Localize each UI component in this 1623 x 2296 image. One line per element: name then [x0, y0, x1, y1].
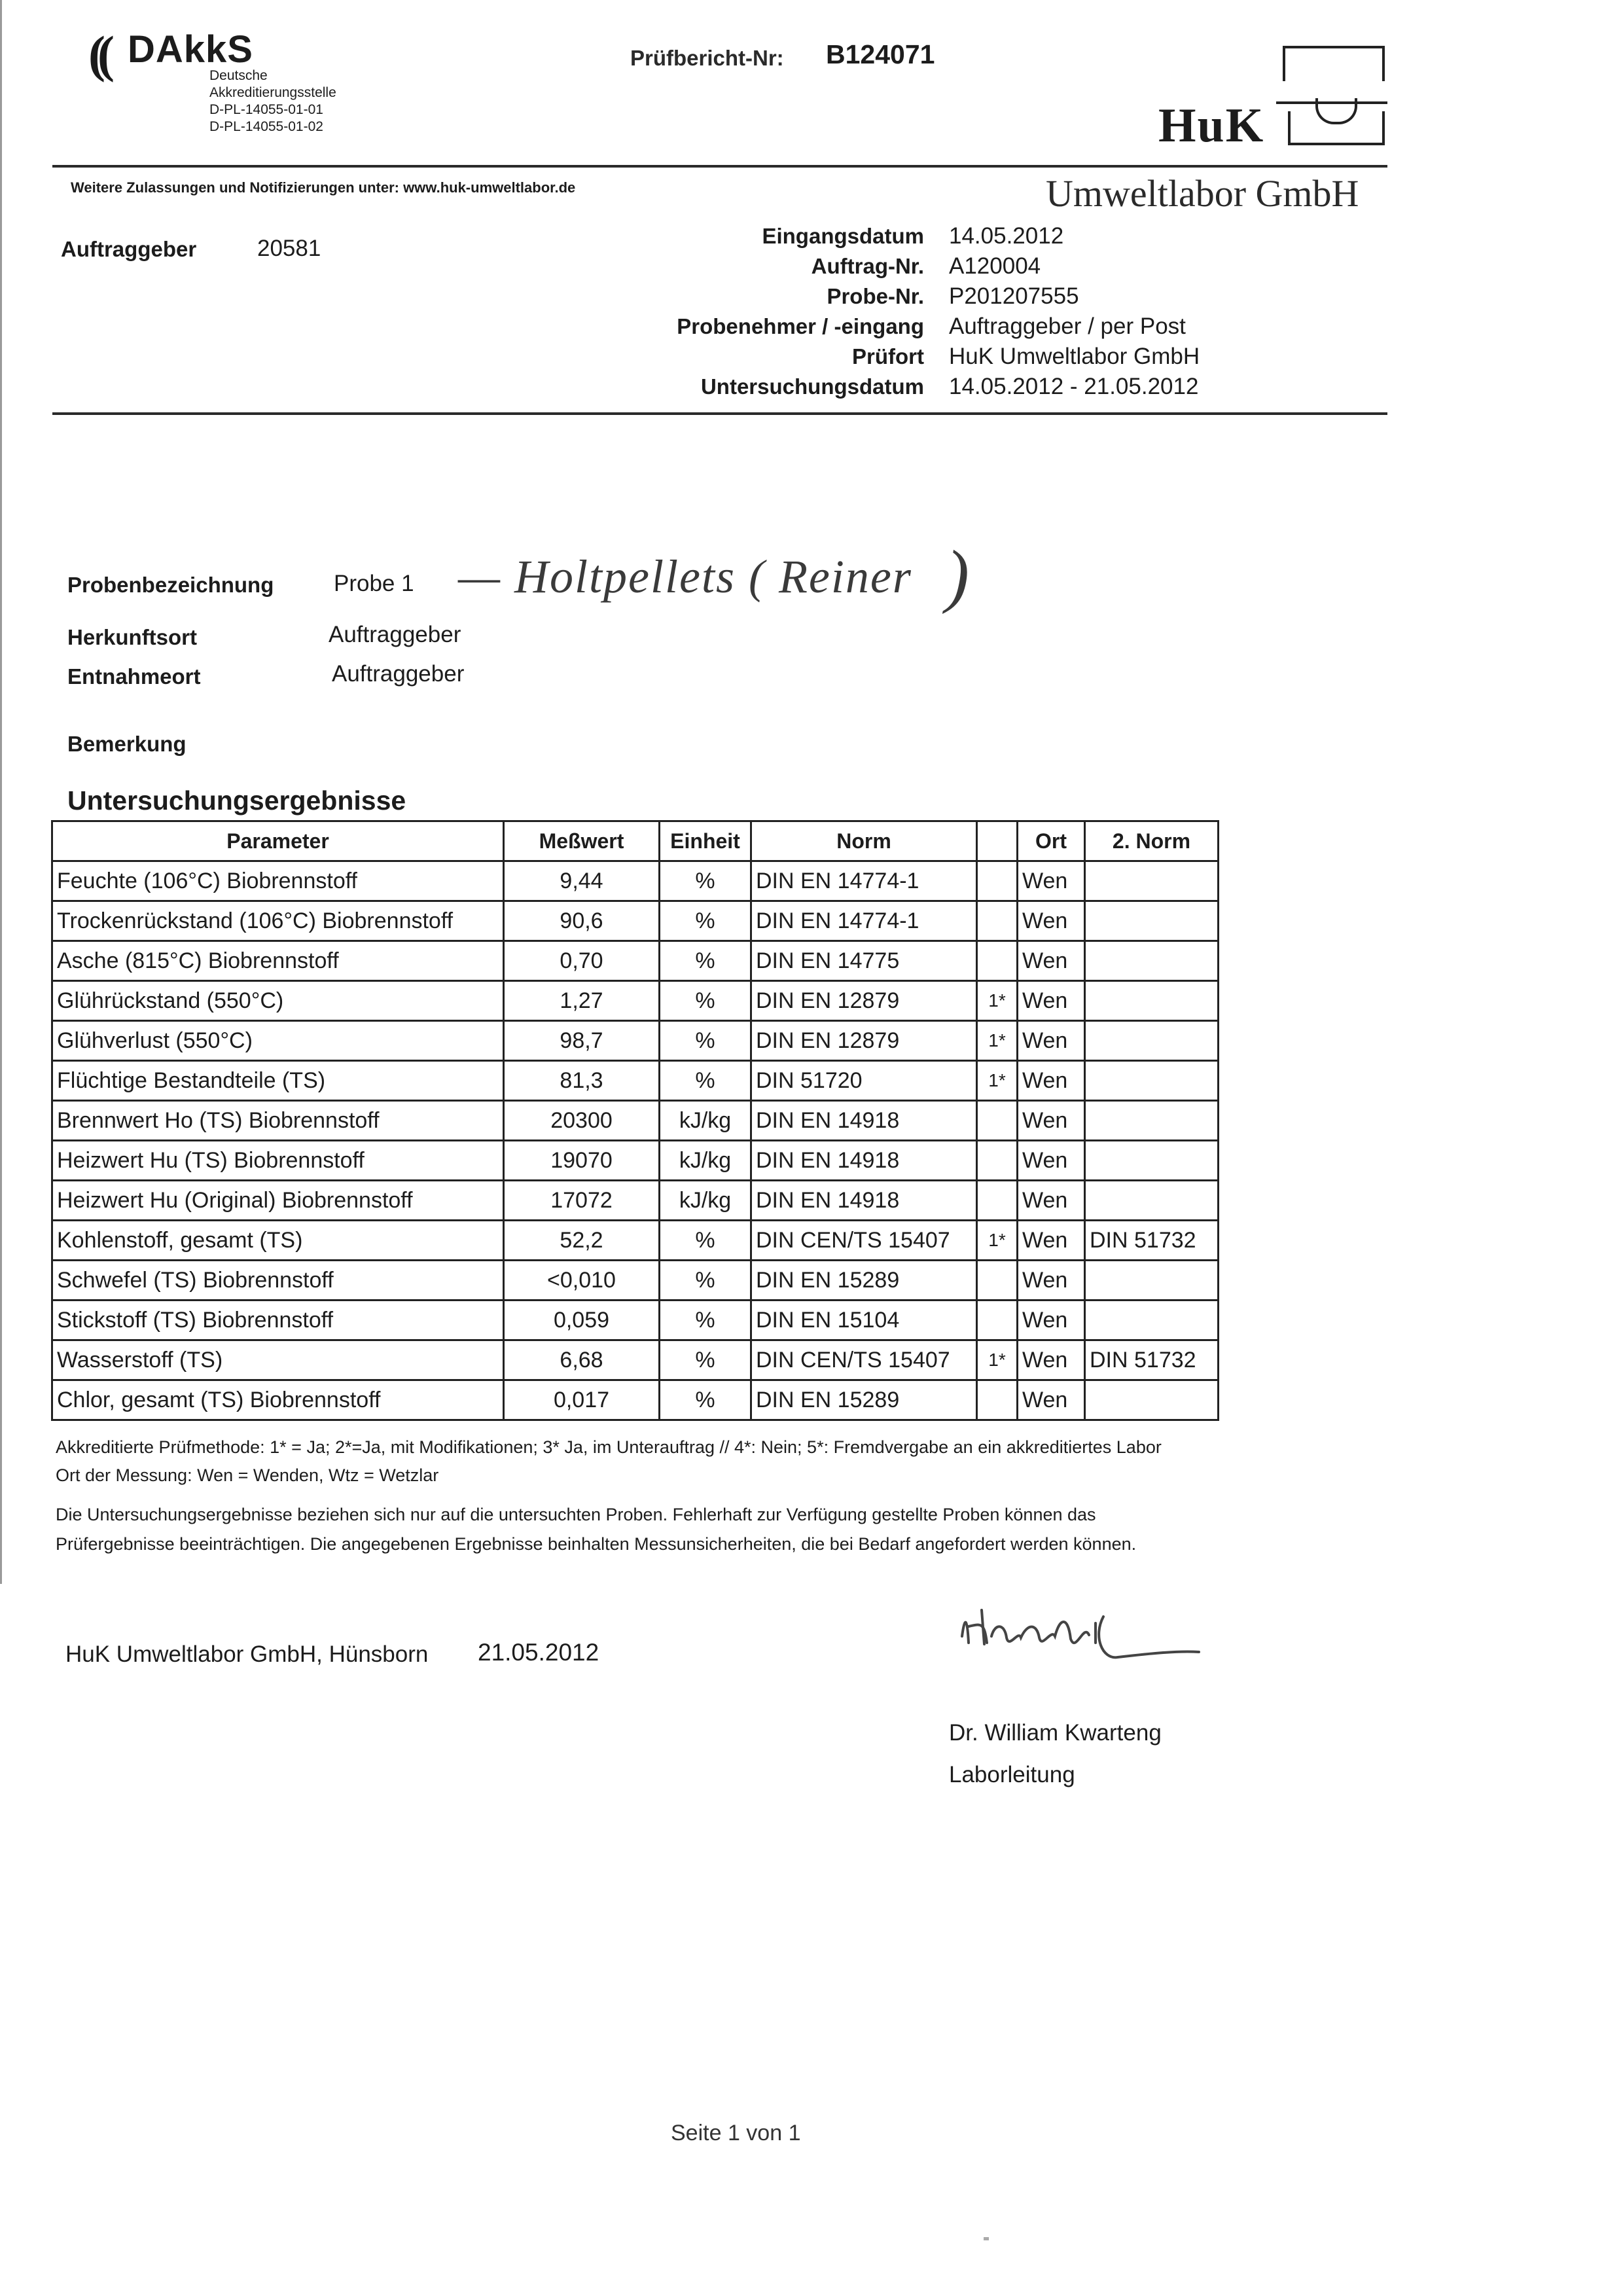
origin-value: Auftraggeber [329, 622, 461, 647]
results-table-body [52, 861, 1219, 1420]
meta-label-sample-no: Probe-Nr. [827, 284, 924, 308]
table-row [52, 1141, 1219, 1181]
cell-location: Wen [1018, 981, 1085, 1021]
meta-value-sampler: Auftraggeber / per Post [949, 314, 1186, 339]
cell-value: 0,059 [504, 1300, 660, 1340]
cell-location: Wen [1018, 861, 1085, 901]
column-header-norm: Norm [751, 821, 977, 861]
cell-parameter: Heizwert Hu (TS) Biobrennstoff [52, 1141, 504, 1181]
cell-norm: DIN EN 12879 [751, 1021, 977, 1061]
cell-norm: DIN EN 15289 [751, 1261, 977, 1300]
cell-accreditation-mark: 1* [977, 1221, 1018, 1261]
cell-parameter: Stickstoff (TS) Biobrennstoff [52, 1300, 504, 1340]
cell-location: Wen [1018, 1181, 1085, 1221]
cell-second-norm [1085, 941, 1219, 981]
cell-value: 19070 [504, 1141, 660, 1181]
accreditation-line: D-PL-14055-01-02 [209, 119, 323, 134]
footer-place: HuK Umweltlabor GmbH, Hünsborn [65, 1641, 429, 1667]
results-title: Untersuchungsergebnisse [67, 785, 406, 816]
cell-location: Wen [1018, 901, 1085, 941]
signer-name: Dr. William Kwarteng [949, 1720, 1162, 1746]
report-number: B124071 [826, 39, 935, 69]
cell-value: 0,70 [504, 941, 660, 981]
handwritten-signature [955, 1597, 1204, 1676]
sample-designation-value: Probe 1 [334, 571, 414, 596]
cell-accreditation-mark [977, 901, 1018, 941]
page-number: Seite 1 von 1 [671, 2121, 801, 2145]
cell-value: 98,7 [504, 1021, 660, 1061]
cell-parameter: Kohlenstoff, gesamt (TS) [52, 1221, 504, 1261]
cell-parameter: Brennwert Ho (TS) Biobrennstoff [52, 1101, 504, 1141]
cell-value: 9,44 [504, 861, 660, 901]
cell-parameter: Schwefel (TS) Biobrennstoff [52, 1261, 504, 1300]
cell-location: Wen [1018, 1261, 1085, 1300]
cell-accreditation-mark [977, 1181, 1018, 1221]
accreditation-line: Deutsche [209, 68, 268, 83]
cell-location: Wen [1018, 1221, 1085, 1261]
cell-value: 90,6 [504, 901, 660, 941]
cell-unit: % [660, 1300, 751, 1340]
handwritten-note: — Holtpellets ( Reiner [458, 550, 912, 603]
remark-label: Bemerkung [67, 732, 187, 756]
meta-value-test-site: HuK Umweltlabor GmbH [949, 344, 1200, 369]
cell-value: <0,010 [504, 1261, 660, 1300]
cell-parameter: Trockenrückstand (106°C) Biobrennstoff [52, 901, 504, 941]
cell-value: 52,2 [504, 1221, 660, 1261]
table-row [52, 901, 1219, 941]
cell-norm: DIN EN 12879 [751, 981, 977, 1021]
column-header-second-norm: 2. Norm [1085, 821, 1219, 861]
table-row [52, 1300, 1219, 1340]
cell-location: Wen [1018, 1300, 1085, 1340]
disclaimer-line: Prüfergebnisse beeinträchtigen. Die angegebenen Ergebnisse beinhalten Messunsicherheiten, die bei Bedarf angefordert werden können. [56, 1534, 1137, 1554]
signer-role: Laborleitung [949, 1762, 1075, 1787]
cell-location: Wen [1018, 1141, 1085, 1181]
table-row [52, 1061, 1219, 1101]
cell-location: Wen [1018, 1061, 1085, 1101]
cell-second-norm [1085, 981, 1219, 1021]
meta-label-receipt-date: Eingangsdatum [762, 224, 924, 248]
column-header-accreditation [977, 821, 1018, 861]
results-table [51, 820, 1219, 1421]
cell-location: Wen [1018, 1021, 1085, 1061]
dakks-logo-mark: (( [88, 26, 107, 82]
cell-parameter: Heizwert Hu (Original) Biobrennstoff [52, 1181, 504, 1221]
cell-accreditation-mark [977, 1141, 1018, 1181]
cell-second-norm [1085, 1300, 1219, 1340]
cell-parameter: Feuchte (106°C) Biobrennstoff [52, 861, 504, 901]
table-row [52, 941, 1219, 981]
accreditation-line: Akkreditierungsstelle [209, 85, 336, 100]
cell-second-norm [1085, 861, 1219, 901]
cell-unit: % [660, 901, 751, 941]
cell-accreditation-mark: 1* [977, 1021, 1018, 1061]
cell-unit: % [660, 1221, 751, 1261]
cell-parameter: Flüchtige Bestandteile (TS) [52, 1061, 504, 1101]
cell-second-norm [1085, 1061, 1219, 1101]
meta-label-test-date: Untersuchungsdatum [700, 374, 924, 399]
meta-value-receipt-date: 14.05.2012 [949, 223, 1064, 249]
cell-norm: DIN EN 14774-1 [751, 901, 977, 941]
handwritten-bracket: ) [946, 537, 969, 615]
cell-unit: % [660, 1380, 751, 1420]
cell-second-norm [1085, 1021, 1219, 1061]
meta-value-order-no: A120004 [949, 253, 1041, 279]
cell-second-norm: DIN 51732 [1085, 1221, 1219, 1261]
cell-unit: % [660, 981, 751, 1021]
cell-second-norm [1085, 1380, 1219, 1420]
cell-parameter: Chlor, gesamt (TS) Biobrennstoff [52, 1380, 504, 1420]
meta-value-sample-no: P201207555 [949, 283, 1079, 309]
scan-edge-shadow [0, 0, 2, 1584]
cell-unit: % [660, 1261, 751, 1300]
dakks-logo-text: DAkkS [128, 28, 253, 71]
cell-accreditation-mark [977, 941, 1018, 981]
meta-label-test-site: Prüfort [852, 344, 924, 368]
table-row [52, 1181, 1219, 1221]
cell-second-norm [1085, 901, 1219, 941]
cell-accreditation-mark [977, 1300, 1018, 1340]
cell-location: Wen [1018, 1101, 1085, 1141]
cell-accreditation-mark [977, 1261, 1018, 1300]
table-row [52, 1340, 1219, 1380]
further-approvals-text: Weitere Zulassungen und Notifizierungen unter: www.huk-umweltlabor.de [71, 179, 576, 196]
cell-unit: % [660, 1021, 751, 1061]
cell-parameter: Wasserstoff (TS) [52, 1340, 504, 1380]
meta-label-order-no: Auftrag-Nr. [811, 254, 924, 278]
cell-norm: DIN EN 15104 [751, 1300, 977, 1340]
extraction-site-value: Auftraggeber [332, 661, 465, 687]
cell-unit: kJ/kg [660, 1181, 751, 1221]
cell-value: 1,27 [504, 981, 660, 1021]
cell-unit: % [660, 861, 751, 901]
column-header-value: Meßwert [504, 821, 660, 861]
accreditation-lines [209, 67, 336, 135]
cell-accreditation-mark: 1* [977, 1061, 1018, 1101]
column-header-unit: Einheit [660, 821, 751, 861]
table-row [52, 1380, 1219, 1420]
cell-parameter: Glührückstand (550°C) [52, 981, 504, 1021]
cell-norm: DIN EN 15289 [751, 1380, 977, 1420]
table-row [52, 1101, 1219, 1141]
scan-artifact [984, 2237, 989, 2240]
table-row [52, 1221, 1219, 1261]
cell-norm: DIN CEN/TS 15407 [751, 1221, 977, 1261]
cell-location: Wen [1018, 1380, 1085, 1420]
table-header-row [52, 821, 1219, 861]
cell-value: 17072 [504, 1181, 660, 1221]
cell-norm: DIN EN 14774-1 [751, 861, 977, 901]
cell-second-norm [1085, 1261, 1219, 1300]
column-header-location: Ort [1018, 821, 1085, 861]
cell-norm: DIN EN 14918 [751, 1181, 977, 1221]
lab-name: Umweltlabor GmbH [1046, 172, 1359, 215]
header-rule [52, 165, 1387, 168]
cell-unit: % [660, 1340, 751, 1380]
column-header-parameter: Parameter [52, 821, 504, 861]
cell-parameter: Asche (815°C) Biobrennstoff [52, 941, 504, 981]
cell-unit: kJ/kg [660, 1101, 751, 1141]
cell-location: Wen [1018, 941, 1085, 981]
cell-norm: DIN EN 14918 [751, 1141, 977, 1181]
cell-location: Wen [1018, 1340, 1085, 1380]
cell-parameter: Glühverlust (550°C) [52, 1021, 504, 1061]
cell-accreditation-mark [977, 1101, 1018, 1141]
cell-accreditation-mark [977, 1380, 1018, 1420]
footer-date: 21.05.2012 [478, 1639, 599, 1666]
disclaimer-line: Die Untersuchungsergebnisse beziehen sich nur auf die untersuchten Proben. Fehlerhaft zur Verfügung gestellte Proben können das [56, 1505, 1096, 1524]
cell-accreditation-mark [977, 861, 1018, 901]
cell-second-norm: DIN 51732 [1085, 1340, 1219, 1380]
cell-second-norm [1085, 1141, 1219, 1181]
huk-logo-frame-top [1283, 46, 1385, 81]
sample-designation-label: Probenbezeichnung [67, 573, 274, 597]
meta-value-test-date: 14.05.2012 - 21.05.2012 [949, 374, 1199, 399]
table-row [52, 1021, 1219, 1061]
cell-value: 0,017 [504, 1380, 660, 1420]
client-label: Auftraggeber [61, 237, 197, 261]
meta-rule [52, 412, 1387, 415]
table-row [52, 861, 1219, 901]
cell-unit: % [660, 941, 751, 981]
meta-label-sampler: Probenehmer / -eingang [677, 314, 924, 338]
huk-logo-text: HuK [1158, 99, 1265, 152]
cell-second-norm [1085, 1101, 1219, 1141]
huk-logo-frame-bottom [1288, 111, 1385, 145]
cell-norm: DIN 51720 [751, 1061, 977, 1101]
accreditation-note: Akkreditierte Prüfmethode: 1* = Ja; 2*=Ja, mit Modifikationen; 3* Ja, im Unterauftrag // 4*: Nein; 5*: Fremdvergabe an ein akkreditiertes Labor [56, 1437, 1162, 1457]
cell-unit: kJ/kg [660, 1141, 751, 1181]
table-row [52, 981, 1219, 1021]
extraction-site-label: Entnahmeort [67, 664, 201, 689]
cell-value: 20300 [504, 1101, 660, 1141]
origin-label: Herkunftsort [67, 625, 198, 649]
location-note: Ort der Messung: Wen = Wenden, Wtz = Wetzlar [56, 1465, 439, 1485]
table-row [52, 1261, 1219, 1300]
cell-accreditation-mark: 1* [977, 1340, 1018, 1380]
cell-second-norm [1085, 1181, 1219, 1221]
cell-value: 81,3 [504, 1061, 660, 1101]
accreditation-line: D-PL-14055-01-01 [209, 102, 323, 117]
cell-accreditation-mark: 1* [977, 981, 1018, 1021]
cell-value: 6,68 [504, 1340, 660, 1380]
report-number-label: Prüfbericht-Nr: [630, 46, 784, 70]
cell-norm: DIN CEN/TS 15407 [751, 1340, 977, 1380]
cell-norm: DIN EN 14775 [751, 941, 977, 981]
client-id: 20581 [257, 236, 321, 261]
cell-norm: DIN EN 14918 [751, 1101, 977, 1141]
cell-unit: % [660, 1061, 751, 1101]
